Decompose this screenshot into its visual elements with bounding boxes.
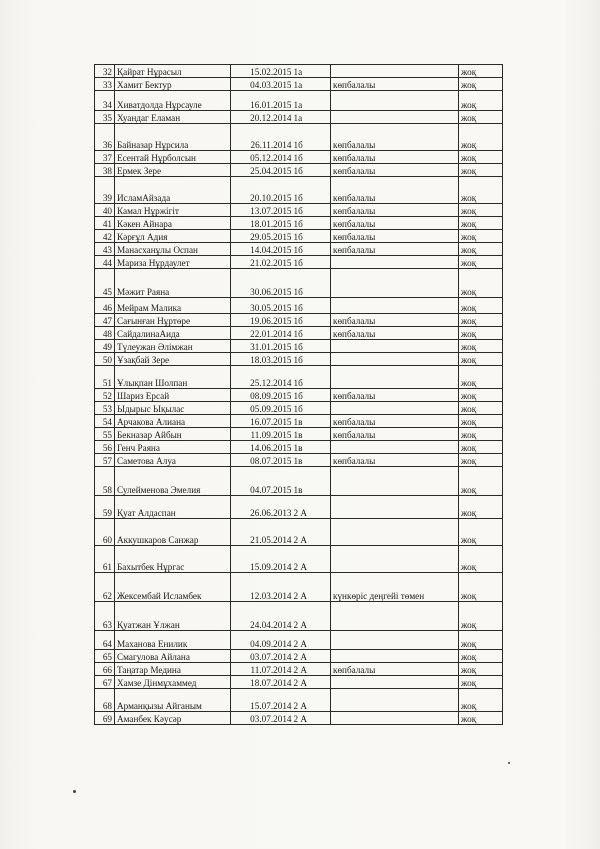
cell-answer: жоқ <box>459 204 503 217</box>
cell-student-name: Хамзе Дінмұхаммед <box>115 676 231 689</box>
cell-status: көпбалалы <box>331 663 459 676</box>
cell-birth-date: 18.01.2015 <box>231 217 293 230</box>
table-row <box>95 573 503 602</box>
cell-status: көпбалалы <box>331 327 459 340</box>
cell-row-number: 33 <box>95 78 115 91</box>
cell-group: 1в <box>293 428 331 441</box>
table-row <box>95 164 503 177</box>
cell-student-name: Хамит Бектур <box>115 78 231 91</box>
cell-row-number: 32 <box>95 65 115 78</box>
cell-student-name: Хиватдолда Нұрсауле <box>115 91 231 111</box>
table-row <box>95 177 503 204</box>
cell-row-number: 53 <box>95 402 115 415</box>
cell-birth-date: 20.12.2014 <box>231 111 293 124</box>
table-row <box>95 602 503 631</box>
cell-answer: жоқ <box>459 546 503 573</box>
cell-status: көпбалалы <box>331 454 459 467</box>
cell-group: 2 А <box>293 496 331 519</box>
cell-birth-date: 04.09.2014 <box>231 631 293 650</box>
cell-student-name: Бахытбек Нұргас <box>115 546 231 573</box>
cell-group: 1а <box>293 65 331 78</box>
table-row <box>95 467 503 496</box>
cell-row-number: 57 <box>95 454 115 467</box>
cell-status: көпбалалы <box>331 124 459 151</box>
cell-birth-date: 25.04.2015 <box>231 164 293 177</box>
cell-row-number: 64 <box>95 631 115 650</box>
cell-row-number: 40 <box>95 204 115 217</box>
cell-student-name: Байназар Нұрсила <box>115 124 231 151</box>
cell-group: 2 А <box>293 676 331 689</box>
table-row <box>95 204 503 217</box>
cell-status: көпбалалы <box>331 389 459 402</box>
cell-birth-date: 24.04.2014 <box>231 602 293 631</box>
table-row <box>95 91 503 111</box>
cell-birth-date: 05.09.2015 <box>231 402 293 415</box>
cell-group: 1б <box>293 124 331 151</box>
cell-row-number: 48 <box>95 327 115 340</box>
cell-answer: жоқ <box>459 467 503 496</box>
cell-answer: жоқ <box>459 164 503 177</box>
cell-status: күнкөріс деңгейі төмен <box>331 573 459 602</box>
table-row <box>95 217 503 230</box>
cell-group: 1а <box>293 91 331 111</box>
cell-birth-date: 04.03.2015 <box>231 78 293 91</box>
cell-status <box>331 631 459 650</box>
cell-status: көпбалалы <box>331 217 459 230</box>
cell-group: 1в <box>293 415 331 428</box>
cell-birth-date: 26.06.2013 <box>231 496 293 519</box>
cell-birth-date: 05.12.2014 <box>231 151 293 164</box>
cell-answer: жоқ <box>459 353 503 366</box>
cell-student-name: Аккушкаров Санжар <box>115 519 231 546</box>
cell-status <box>331 111 459 124</box>
cell-student-name: Қайрат Нұрасыл <box>115 65 231 78</box>
cell-row-number: 36 <box>95 124 115 151</box>
cell-row-number: 45 <box>95 269 115 298</box>
table-row <box>95 230 503 243</box>
cell-birth-date: 08.07.2015 <box>231 454 293 467</box>
table-row <box>95 298 503 314</box>
cell-row-number: 68 <box>95 689 115 712</box>
cell-answer: жоқ <box>459 243 503 256</box>
cell-student-name: Ұлықпан Шолпан <box>115 366 231 389</box>
cell-birth-date: 04.07.2015 <box>231 467 293 496</box>
cell-student-name: Аманбек Кәусәр <box>115 712 231 725</box>
cell-status <box>331 689 459 712</box>
scan-dot <box>73 790 76 793</box>
table-row <box>95 712 503 725</box>
cell-row-number: 69 <box>95 712 115 725</box>
cell-group: 1б <box>293 151 331 164</box>
cell-answer: жоқ <box>459 327 503 340</box>
cell-row-number: 63 <box>95 602 115 631</box>
cell-group: 1в <box>293 467 331 496</box>
cell-birth-date: 21.05.2014 <box>231 519 293 546</box>
cell-row-number: 39 <box>95 177 115 204</box>
cell-group: 2 А <box>293 602 331 631</box>
table-row <box>95 353 503 366</box>
cell-row-number: 58 <box>95 467 115 496</box>
cell-status <box>331 712 459 725</box>
cell-row-number: 67 <box>95 676 115 689</box>
cell-student-name: Сағынған Нұртөре <box>115 314 231 327</box>
cell-student-name: Сулейменова Эмелия <box>115 467 231 496</box>
cell-answer: жоқ <box>459 91 503 111</box>
cell-answer: жоқ <box>459 631 503 650</box>
cell-status <box>331 496 459 519</box>
cell-row-number: 38 <box>95 164 115 177</box>
cell-row-number: 52 <box>95 389 115 402</box>
cell-birth-date: 14.06.2015 <box>231 441 293 454</box>
cell-student-name: Ыдырыс Ықылас <box>115 402 231 415</box>
table-row <box>95 441 503 454</box>
cell-birth-date: 15.02.2015 <box>231 65 293 78</box>
table-row <box>95 631 503 650</box>
cell-status <box>331 353 459 366</box>
cell-student-name: Манасханұлы Оспан <box>115 243 231 256</box>
cell-status <box>331 519 459 546</box>
cell-status <box>331 467 459 496</box>
cell-student-name: Мейрам Малика <box>115 298 231 314</box>
cell-answer: жоқ <box>459 689 503 712</box>
cell-row-number: 50 <box>95 353 115 366</box>
cell-status <box>331 650 459 663</box>
cell-group: 1б <box>293 389 331 402</box>
cell-status <box>331 269 459 298</box>
cell-row-number: 55 <box>95 428 115 441</box>
cell-student-name: Смагулова Айлана <box>115 650 231 663</box>
cell-answer: жоқ <box>459 496 503 519</box>
table-row <box>95 269 503 298</box>
cell-answer: жоқ <box>459 428 503 441</box>
cell-birth-date: 30.05.2015 <box>231 298 293 314</box>
cell-row-number: 35 <box>95 111 115 124</box>
cell-group: 1б <box>293 164 331 177</box>
cell-answer: жоқ <box>459 124 503 151</box>
cell-status <box>331 65 459 78</box>
cell-answer: жоқ <box>459 663 503 676</box>
cell-student-name: Генч Раяна <box>115 441 231 454</box>
cell-birth-date: 13.07.2015 <box>231 204 293 217</box>
cell-answer: жоқ <box>459 78 503 91</box>
cell-group: 1б <box>293 314 331 327</box>
cell-group: 1б <box>293 177 331 204</box>
table-row <box>95 111 503 124</box>
cell-group: 2 А <box>293 650 331 663</box>
table-row <box>95 689 503 712</box>
cell-status <box>331 676 459 689</box>
cell-birth-date: 12.03.2014 <box>231 573 293 602</box>
cell-row-number: 56 <box>95 441 115 454</box>
cell-answer: жоқ <box>459 519 503 546</box>
table-row <box>95 415 503 428</box>
table-row <box>95 327 503 340</box>
student-table <box>94 64 503 725</box>
cell-group: 1а <box>293 111 331 124</box>
cell-student-name: Хуандаг Еламан <box>115 111 231 124</box>
cell-answer: жоқ <box>459 298 503 314</box>
cell-status <box>331 298 459 314</box>
table-row <box>95 256 503 269</box>
table-body <box>95 65 503 725</box>
cell-status <box>331 402 459 415</box>
cell-status <box>331 256 459 269</box>
cell-status: көпбалалы <box>331 230 459 243</box>
cell-group: 2 А <box>293 519 331 546</box>
cell-birth-date: 11.07.2014 <box>231 663 293 676</box>
cell-birth-date: 16.01.2015 <box>231 91 293 111</box>
cell-status: көпбалалы <box>331 151 459 164</box>
cell-birth-date: 20.10.2015 <box>231 177 293 204</box>
table-row <box>95 496 503 519</box>
table-row <box>95 366 503 389</box>
cell-student-name: Арманқызы Айганым <box>115 689 231 712</box>
cell-row-number: 37 <box>95 151 115 164</box>
cell-birth-date: 31.01.2015 <box>231 340 293 353</box>
cell-row-number: 51 <box>95 366 115 389</box>
cell-row-number: 49 <box>95 340 115 353</box>
cell-student-name: Шариз Ерсай <box>115 389 231 402</box>
table-row <box>95 243 503 256</box>
cell-birth-date: 15.09.2014 <box>231 546 293 573</box>
cell-status <box>331 91 459 111</box>
cell-row-number: 59 <box>95 496 115 519</box>
cell-birth-date: 18.03.2015 <box>231 353 293 366</box>
cell-row-number: 60 <box>95 519 115 546</box>
cell-group: 2 А <box>293 712 331 725</box>
cell-group: 1в <box>293 454 331 467</box>
table-row <box>95 78 503 91</box>
cell-row-number: 41 <box>95 217 115 230</box>
cell-answer: жоқ <box>459 111 503 124</box>
cell-row-number: 61 <box>95 546 115 573</box>
cell-group: 1б <box>293 353 331 366</box>
cell-row-number: 43 <box>95 243 115 256</box>
table-row <box>95 314 503 327</box>
cell-row-number: 34 <box>95 91 115 111</box>
cell-answer: жоқ <box>459 573 503 602</box>
cell-birth-date: 19.06.2015 <box>231 314 293 327</box>
cell-group: 2 А <box>293 663 331 676</box>
cell-answer: жоқ <box>459 177 503 204</box>
cell-group: 2 А <box>293 573 331 602</box>
cell-row-number: 46 <box>95 298 115 314</box>
cell-answer: жоқ <box>459 217 503 230</box>
cell-group: 1б <box>293 204 331 217</box>
cell-student-name: Түлеужан Әлімжан <box>115 340 231 353</box>
cell-status <box>331 366 459 389</box>
scan-dot <box>508 762 510 764</box>
cell-row-number: 62 <box>95 573 115 602</box>
cell-student-name: Маханова Енилик <box>115 631 231 650</box>
cell-birth-date: 30.06.2015 <box>231 269 293 298</box>
cell-group: 2 А <box>293 631 331 650</box>
cell-status: көпбалалы <box>331 314 459 327</box>
cell-birth-date: 26.11.2014 <box>231 124 293 151</box>
cell-status: көпбалалы <box>331 78 459 91</box>
cell-birth-date: 08.09.2015 <box>231 389 293 402</box>
table-row <box>95 428 503 441</box>
cell-status <box>331 441 459 454</box>
cell-student-name: СайдалинаАида <box>115 327 231 340</box>
table-row <box>95 676 503 689</box>
cell-group: 1а <box>293 78 331 91</box>
cell-birth-date: 18.07.2014 <box>231 676 293 689</box>
cell-student-name: ИсламАйзада <box>115 177 231 204</box>
table-row <box>95 124 503 151</box>
table-row <box>95 454 503 467</box>
table-row <box>95 519 503 546</box>
cell-student-name: Таңатар Медина <box>115 663 231 676</box>
cell-status: көпбалалы <box>331 428 459 441</box>
cell-answer: жоқ <box>459 602 503 631</box>
table-row <box>95 546 503 573</box>
cell-answer: жоқ <box>459 415 503 428</box>
cell-student-name: Мариза Нұрдаулет <box>115 256 231 269</box>
table-row <box>95 389 503 402</box>
cell-student-name: Қуатжан Ұлжан <box>115 602 231 631</box>
cell-group: 2 А <box>293 689 331 712</box>
cell-birth-date: 22.01.2014 <box>231 327 293 340</box>
cell-student-name: Арчакова Алиана <box>115 415 231 428</box>
table-row <box>95 663 503 676</box>
cell-student-name: Жексембай Исламбек <box>115 573 231 602</box>
cell-student-name: Ермек Зере <box>115 164 231 177</box>
cell-status: көпбалалы <box>331 177 459 204</box>
cell-group: 1б <box>293 256 331 269</box>
cell-group: 1б <box>293 340 331 353</box>
cell-birth-date: 14.04.2015 <box>231 243 293 256</box>
cell-student-name: Есентай Нұрболсын <box>115 151 231 164</box>
cell-answer: жоқ <box>459 340 503 353</box>
cell-group: 1б <box>293 327 331 340</box>
cell-row-number: 65 <box>95 650 115 663</box>
cell-answer: жоқ <box>459 441 503 454</box>
cell-status: көпбалалы <box>331 204 459 217</box>
cell-group: 1б <box>293 269 331 298</box>
cell-status: көпбалалы <box>331 415 459 428</box>
table-row <box>95 650 503 663</box>
cell-birth-date: 03.07.2014 <box>231 712 293 725</box>
cell-answer: жоқ <box>459 65 503 78</box>
cell-birth-date: 21.02.2015 <box>231 256 293 269</box>
table-row <box>95 151 503 164</box>
cell-status: көпбалалы <box>331 243 459 256</box>
cell-group: 2 А <box>293 546 331 573</box>
cell-birth-date: 29.05.2015 <box>231 230 293 243</box>
cell-student-name: Мәжит Раяна <box>115 269 231 298</box>
cell-group: 1б <box>293 230 331 243</box>
cell-group: 1б <box>293 402 331 415</box>
cell-student-name: Ұзақбай Зере <box>115 353 231 366</box>
cell-row-number: 54 <box>95 415 115 428</box>
cell-birth-date: 03.07.2014 <box>231 650 293 663</box>
cell-group: 1в <box>293 441 331 454</box>
cell-answer: жоқ <box>459 256 503 269</box>
cell-status <box>331 546 459 573</box>
cell-answer: жоқ <box>459 650 503 663</box>
cell-status <box>331 602 459 631</box>
cell-answer: жоқ <box>459 389 503 402</box>
cell-birth-date: 11.09.2015 <box>231 428 293 441</box>
cell-row-number: 42 <box>95 230 115 243</box>
cell-status: көпбалалы <box>331 164 459 177</box>
cell-birth-date: 16.07.2015 <box>231 415 293 428</box>
cell-student-name: Камал Нұржігіт <box>115 204 231 217</box>
table-row <box>95 65 503 78</box>
cell-student-name: Кәрғұл Адия <box>115 230 231 243</box>
cell-answer: жоқ <box>459 454 503 467</box>
cell-student-name: Бекназар Айбын <box>115 428 231 441</box>
cell-student-name: Кәкен Айнара <box>115 217 231 230</box>
table-row <box>95 340 503 353</box>
table-row <box>95 402 503 415</box>
cell-group: 1б <box>293 366 331 389</box>
cell-student-name: Қуат Алдаспан <box>115 496 231 519</box>
cell-answer: жоқ <box>459 712 503 725</box>
cell-row-number: 44 <box>95 256 115 269</box>
cell-group: 1б <box>293 243 331 256</box>
cell-birth-date: 25.12.2014 <box>231 366 293 389</box>
cell-answer: жоқ <box>459 314 503 327</box>
cell-row-number: 47 <box>95 314 115 327</box>
cell-answer: жоқ <box>459 402 503 415</box>
cell-answer: жоқ <box>459 151 503 164</box>
cell-group: 1б <box>293 217 331 230</box>
cell-group: 1б <box>293 298 331 314</box>
cell-birth-date: 15.07.2014 <box>231 689 293 712</box>
cell-answer: жоқ <box>459 366 503 389</box>
cell-student-name: Саметова Алуа <box>115 454 231 467</box>
cell-answer: жоқ <box>459 269 503 298</box>
cell-answer: жоқ <box>459 230 503 243</box>
cell-row-number: 66 <box>95 663 115 676</box>
cell-answer: жоқ <box>459 676 503 689</box>
cell-status <box>331 340 459 353</box>
